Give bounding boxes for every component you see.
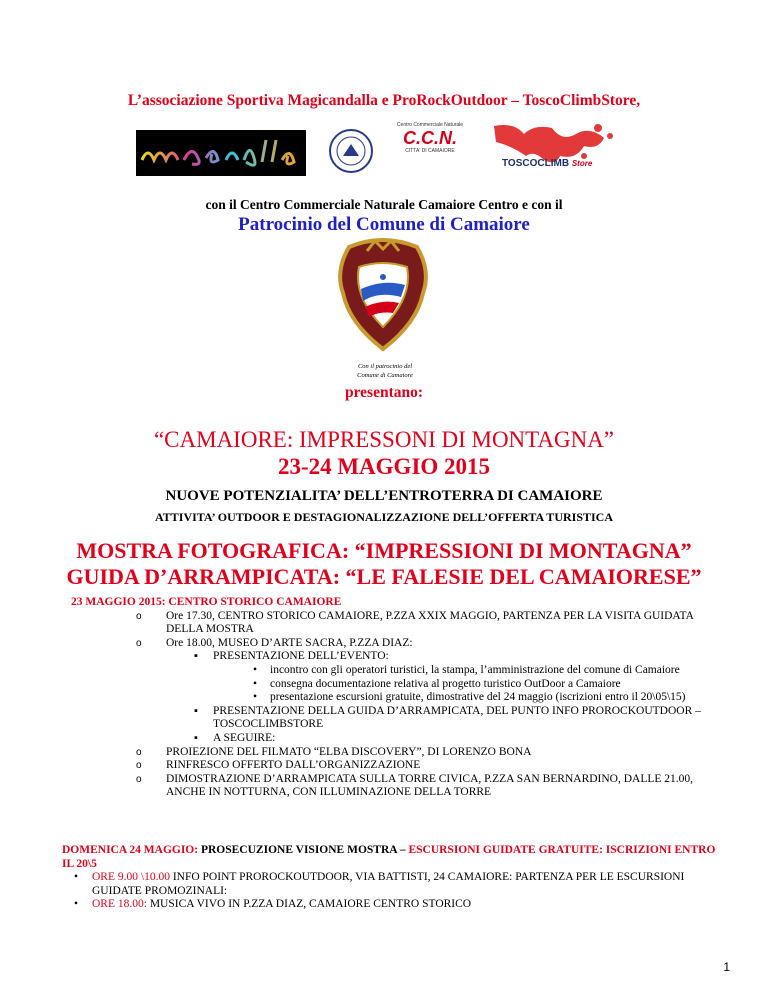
list-item: o RINFRESCO OFFERTO DALL’ORGANIZZAZIONE xyxy=(136,759,716,773)
list-item: • incontro con gli operatori turistici, la stampa, l’amministrazione del comune di Camaiore xyxy=(213,664,716,678)
list-item: ▪ A SEGUIRE: xyxy=(166,732,716,746)
program-day1 xyxy=(71,596,716,800)
list-item: ▪ PRESENTAZIONE DELLA GUIDA D’ARRAMPICATA, DEL PUNTO INFO PROROCKOUTDOOR – TOSCOCLIMBSTORE xyxy=(166,705,716,732)
sponsor-line: con il Centro Commerciale Naturale Camaiore Centro e con il xyxy=(205,197,563,212)
list-item: ▪ PRESENTAZIONE DELL’EVENTO: • incontro con gli operatori turistici, la stampa, l’amministrazione del comune di Camaiore • consegna documentazione relativa al progetto turistico OutDoor a Camaiore • presentazione escursioni gratuite, dimostrative del 24 maggio (iscrizioni entro il 20\05\15) xyxy=(166,650,716,704)
page-number: 1 xyxy=(723,960,730,974)
ccn-logo: Centro Commerciale Naturale C.C.N. CITTA' DI CAMAIORE xyxy=(396,122,464,154)
mostra-heading: MOSTRA FOTOGRAFICA: “IMPRESSIONI DI MONTAGNA” GUIDA D’ARRAMPICATA: “LE FALESIE DEL CAMAIORESE” xyxy=(66,538,702,589)
camaiore-crest-icon xyxy=(323,237,443,357)
club-seal-icon xyxy=(328,128,374,174)
list-item: • ORE 18.00: MUSICA VIVO IN P.ZZA DIAZ, CAMAIORE CENTRO STORICO xyxy=(62,898,716,912)
subtitle-potenzialita: NUOVE POTENZIALITA’ DELL’ENTROTERRA DI CAMAIORE xyxy=(165,488,603,504)
list-item: o DIMOSTRAZIONE D’ARRAMPICATA SULLA TORRE CIVICA, P.ZZA SAN BERNARDINO, DALLE 21.00, ANCHE IN NOTTURNA, CON ILLUMINAZIONE DELLA TORRE xyxy=(136,773,716,800)
list-item: • presentazione escursioni gratuite, dimostrative del 24 maggio (iscrizioni entro il 20\05\15) xyxy=(213,691,716,705)
crest-caption: Con il patrocinio del Comune di Camaiore xyxy=(357,363,413,379)
sponsor-logos xyxy=(0,122,768,184)
list-item: o Ore 17.30, CENTRO STORICO CAMAIORE, P.ZZA XXIX MAGGIO, PARTENZA PER LA VISITA GUIDATA DELLA MOSTRA xyxy=(136,610,716,637)
intro-line: L’associazione Sportiva Magicandalla e ProRockOutdoor – ToscoClimbStore, xyxy=(127,92,641,109)
program-day2 xyxy=(62,844,716,912)
list-item: o Ore 18.00, MUSEO D’ARTE SACRA, P.ZZA DIAZ: ▪ PRESENTAZIONE DELL’EVENTO: • incontro con gli operatori turistici, la stampa, l’amministrazione del comune di Camaiore • consegna documentazione relativa al progetto turistico OutDoor a Camaiore • presentazione escursioni gratuite, dimostrative del 24 maggio (iscrizioni entro il 20\05\15) ▪ PRESENTAZIONE DELLA GUIDA D’ARRAMPICATA, DEL PUNTO INFO PROROCKOUTDOOR – TOSCOCLIMBSTORE ▪ A SEGUIRE: xyxy=(136,637,716,746)
subtitle-attivita: ATTIVITA’ OUTDOOR E DESTAGIONALIZZAZIONE DELL’OFFERTA TURISTICA xyxy=(154,510,613,524)
day1-heading: 23 MAGGIO 2015: CENTRO STORICO CAMAIORE xyxy=(71,596,342,608)
toscoclimb-logo: TOSCOCLIMB Store xyxy=(488,116,628,182)
patron-title: Patrocinio del Comune di Camaiore xyxy=(238,214,530,235)
list-item: • ORE 9.00 \10.00 INFO POINT PROROCKOUTDOOR, VIA BATTISTI, 24 CAMAIORE: PARTENZA PER LE ESCURSIONI GUIDATE PROMOZINALI: xyxy=(62,871,716,898)
presentano-label: presentano: xyxy=(344,384,424,401)
event-title: “CAMAIORE: IMPRESSONI DI MONTAGNA” 23-24 MAGGIO 2015 xyxy=(153,427,615,479)
day2-heading: DOMENICA 24 MAGGIO: PROSECUZIONE VISIONE MOSTRA – ESCURSIONI GUIDATE GRATUITE: ISCRIZIONI ENTRO IL 20\5 xyxy=(62,844,716,870)
list-item: o PROIEZIONE DEL FILMATO “ELBA DISCOVERY”, DI LORENZO BONA xyxy=(136,746,716,760)
list-item: • consegna documentazione relativa al progetto turistico OutDoor a Camaiore xyxy=(213,678,716,692)
magicandalla-logo xyxy=(136,130,306,176)
